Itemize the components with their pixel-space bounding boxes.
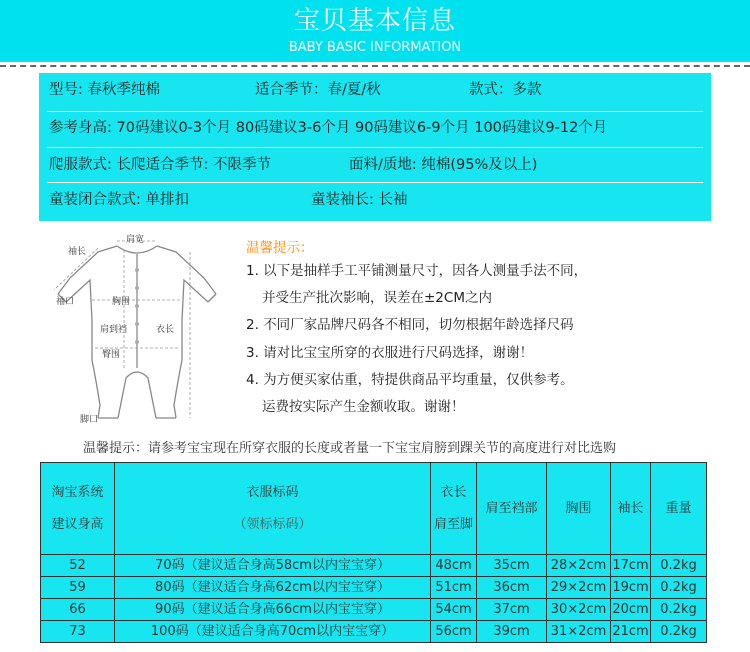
cell-sleeve: 19cm bbox=[611, 577, 651, 599]
tip-line: 1. 以下是抽样手工平铺测量尺寸，因各人测量手法不同， bbox=[246, 263, 588, 279]
header-height: 淘宝系统 建议身高 bbox=[41, 463, 115, 555]
info-model: 型号: 春秋季纯棉 bbox=[49, 82, 160, 98]
cell-crotch: 39cm bbox=[477, 621, 547, 643]
cell-length: 48cm bbox=[431, 555, 477, 577]
table-row bbox=[41, 599, 707, 621]
info-season: 适合季节：春/夏/秋 bbox=[255, 82, 381, 98]
cell-height: 59 bbox=[41, 577, 115, 599]
info-style: 款式：多款 bbox=[469, 82, 542, 98]
dashed-divider bbox=[0, 65, 750, 67]
header-chest: 胸围 bbox=[547, 463, 611, 555]
info-divider bbox=[47, 147, 703, 148]
label-sleeve-length: 袖长 bbox=[68, 247, 87, 257]
cell-crotch: 37cm bbox=[477, 599, 547, 621]
cell-height: 73 bbox=[41, 621, 115, 643]
tip-line: 运费按实际产生金额收取。谢谢！ bbox=[262, 399, 465, 415]
header-sleeve: 袖长 bbox=[611, 463, 651, 555]
cell-sleeve: 17cm bbox=[611, 555, 651, 577]
cell-height: 66 bbox=[41, 599, 115, 621]
tip-line: 2. 不同厂家品牌尺码各不相同，切勿根据年龄选择尺码 bbox=[246, 317, 574, 333]
table-row bbox=[41, 555, 707, 577]
page-subtitle: BABY BASIC INFORMATION bbox=[288, 40, 462, 55]
size-hint: 温馨提示：请参考宝宝现在所穿衣服的长度或者量一下宝宝肩膀到踝关节的高度进行对比选购 bbox=[83, 441, 617, 456]
header-size: 衣服标码 （领标标码） bbox=[115, 463, 431, 555]
cell-crotch: 35cm bbox=[477, 555, 547, 577]
info-closure: 童装闭合款式: 单排扣 bbox=[49, 192, 189, 208]
label-shoulder-width: 肩宽 bbox=[126, 235, 145, 245]
label-ankle: 脚口 bbox=[80, 415, 99, 425]
romper-outline-icon bbox=[40, 230, 240, 428]
product-info-box bbox=[39, 73, 711, 221]
measurement-diagram bbox=[40, 230, 240, 428]
table-header-row bbox=[41, 463, 707, 555]
cell-weight: 0.2kg bbox=[651, 577, 707, 599]
tip-line: 3. 请对比宝宝所穿的衣服进行尺码选择，谢谢！ bbox=[246, 345, 534, 361]
tips-title: 温馨提示： bbox=[246, 240, 314, 256]
label-shoulder-to-crotch: 肩到裆 bbox=[100, 325, 128, 335]
cell-length: 51cm bbox=[431, 577, 477, 599]
tip-line: 并受生产批次影响，误差在±2CM之内 bbox=[262, 290, 492, 306]
header-length: 衣长 肩至脚 bbox=[431, 463, 477, 555]
cell-length: 54cm bbox=[431, 599, 477, 621]
header-crotch: 肩至裆部 bbox=[477, 463, 547, 555]
cell-weight: 0.2kg bbox=[651, 555, 707, 577]
cell-chest: 28×2cm bbox=[547, 555, 611, 577]
cell-height: 52 bbox=[41, 555, 115, 577]
cell-sleeve: 20cm bbox=[611, 599, 651, 621]
header-weight: 重量 bbox=[651, 463, 707, 555]
cell-weight: 0.2kg bbox=[651, 621, 707, 643]
table-row bbox=[41, 621, 707, 643]
table-row bbox=[41, 577, 707, 599]
cell-chest: 31×2cm bbox=[547, 621, 611, 643]
size-table bbox=[40, 462, 707, 643]
cell-size: 90码（建议适合身高66cm以内宝宝穿） bbox=[115, 599, 431, 621]
cell-size: 100码（建议适合身高70cm以内宝宝穿） bbox=[115, 621, 431, 643]
info-romper-style: 爬服款式: 长爬适合季节: 不限季节 bbox=[49, 157, 271, 173]
cell-crotch: 36cm bbox=[477, 577, 547, 599]
header-banner bbox=[0, 0, 750, 62]
tip-line: 4. 为方便买家估重，特提供商品平均重量，仅供参考。 bbox=[246, 372, 574, 388]
cell-sleeve: 21cm bbox=[611, 621, 651, 643]
label-chest: 胸围 bbox=[112, 297, 131, 307]
label-cuff: 袖口 bbox=[56, 297, 75, 307]
cell-length: 56cm bbox=[431, 621, 477, 643]
cell-chest: 30×2cm bbox=[547, 599, 611, 621]
label-body-length: 衣长 bbox=[156, 325, 175, 335]
cell-weight: 0.2kg bbox=[651, 599, 707, 621]
info-divider bbox=[47, 111, 703, 112]
info-material: 面料/质地: 纯棉(95%及以上) bbox=[349, 157, 538, 173]
page-title: 宝贝基本信息 bbox=[293, 6, 456, 36]
info-height-ref: 参考身高: 70码建议0-3个月 80码建议3-6个月 90码建议6-9个月 100码建议9-12个月 bbox=[49, 120, 608, 136]
info-divider bbox=[47, 182, 703, 183]
info-sleeve: 童装袖长: 长袖 bbox=[311, 192, 408, 208]
label-hip: 臀围 bbox=[102, 350, 121, 360]
cell-size: 80码（建议适合身高62cm以内宝宝穿） bbox=[115, 577, 431, 599]
cell-size: 70码（建议适合身高58cm以内宝宝穿） bbox=[115, 555, 431, 577]
cell-chest: 29×2cm bbox=[547, 577, 611, 599]
